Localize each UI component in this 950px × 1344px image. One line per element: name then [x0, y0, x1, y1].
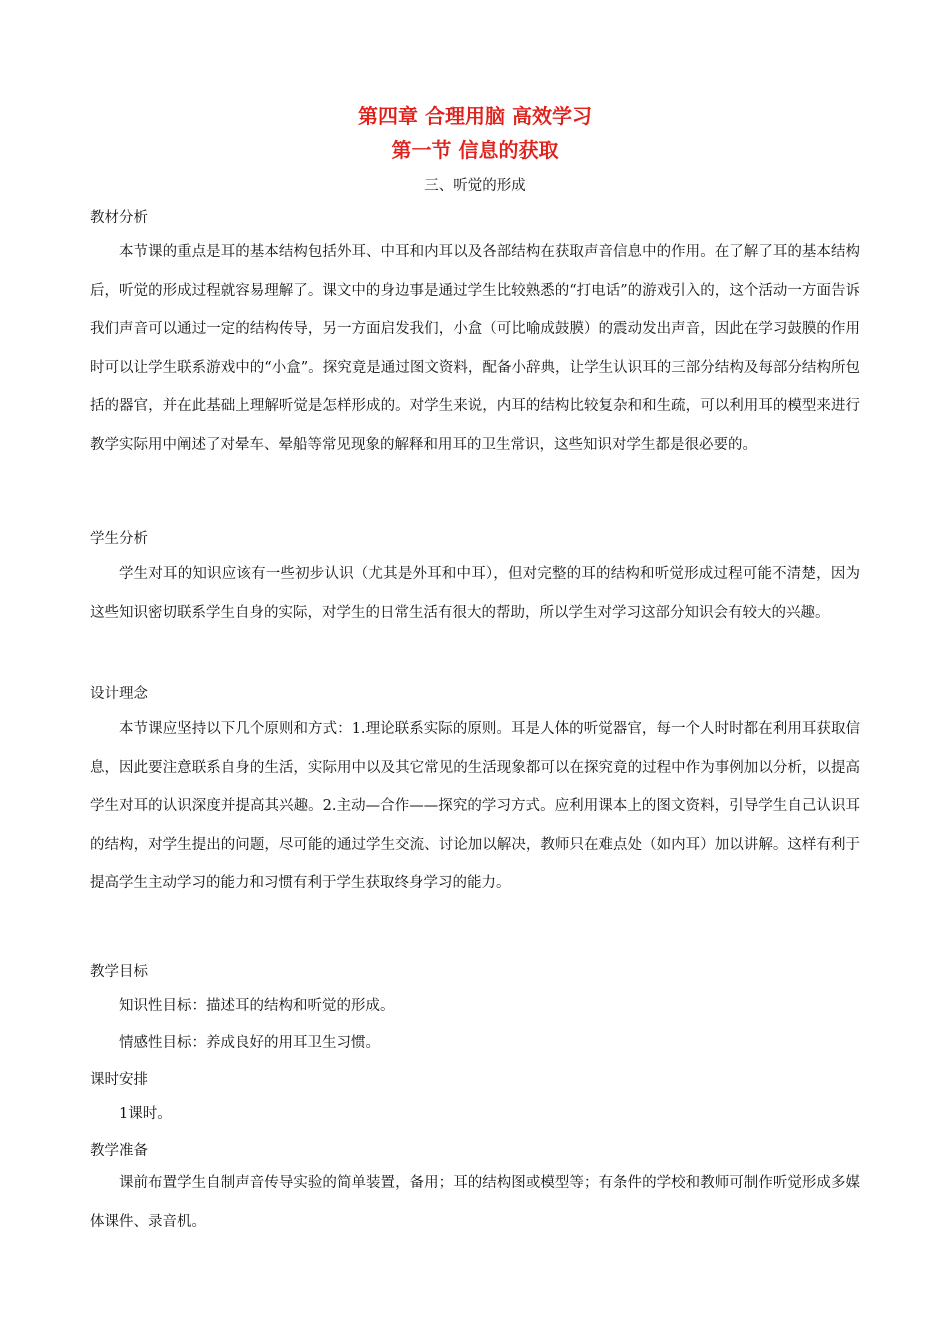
knowledge-objective: 知识性目标：描述耳的结构和听觉的形成。: [119, 998, 395, 1014]
class-schedule-body: 1课时。: [119, 1106, 172, 1122]
chapter-title: 第四章 合理用脑 高效学习: [358, 104, 592, 128]
teaching-objectives-heading: 教学目标: [90, 964, 148, 980]
teaching-preparation-heading: 教学准备: [90, 1143, 148, 1159]
material-analysis-heading: 教材分析: [90, 210, 148, 226]
design-concept-body: 本节课应坚持以下几个原则和方式：1.理论联系实际的原则。耳是人体的听觉器官，每一个人时时都在利用耳获取信息，因此要注意联系自身的生活，实际用中以及其它常见的生活现象都可以在探究竟的过程中作为事例加以分析，以提高学生对耳的认识深度并提高其兴趣。2.主动—合作——探究的学习方式。应利用课本上的图文资料，引导学生自己认识耳的结构，对学生提出的问题，尽可能的通过学生交流、讨论加以解决，教师只在难点处（如内耳）加以讲解。这样有利于提高学生主动学习的能力和习惯有利于学生获取终身学习的能力。: [90, 721, 860, 892]
student-analysis-heading: 学生分析: [90, 531, 148, 547]
teaching-preparation-body: 课前布置学生自制声音传导实验的简单装置，备用；耳的结构图或模型等；有条件的学校和教师可制作听觉形成多媒体课件、录音机。: [90, 1175, 860, 1230]
class-schedule-heading: 课时安排: [90, 1072, 148, 1088]
material-analysis-body: 本节课的重点是耳的基本结构包括外耳、中耳和内耳以及各部结构在获取声音信息中的作用。在了解了耳的基本结构后，听觉的形成过程就容易理解了。课文中的身边事是通过学生比较熟悉的“打电话”的游戏引入的，这个活动一方面告诉我们声音可以通过一定的结构传导，另一方面启发我们，小盒（可比喻成鼓膜）的震动发出声音，因此在学习鼓膜的作用时可以让学生联系游戏中的“小盒”。探究竟是通过图文资料，配备小辞典，让学生认识耳的三部分结构及每部分结构所包括的器官，并在此基础上理解听觉是怎样形成的。对学生来说，内耳的结构比较复杂和和生疏，可以利用耳的模型来进行教学实际用中阐述了对晕车、晕船等常见现象的解释和用耳的卫生常识，这些知识对学生都是很必要的。: [90, 244, 860, 453]
design-concept-heading: 设计理念: [90, 686, 148, 702]
student-analysis-body: 学生对耳的知识应该有一些初步认识（尤其是外耳和中耳），但对完整的耳的结构和听觉形成过程可能不清楚，因为这些知识密切联系学生自身的实际，对学生的日常生活有很大的帮助，所以学生对学习这部分知识会有较大的兴趣。: [90, 566, 860, 621]
section-title: 第一节 信息的获取: [391, 138, 559, 162]
emotion-objective: 情感性目标：养成良好的用耳卫生习惯。: [119, 1035, 380, 1051]
subsection-title: 三、听觉的形成: [424, 178, 526, 194]
